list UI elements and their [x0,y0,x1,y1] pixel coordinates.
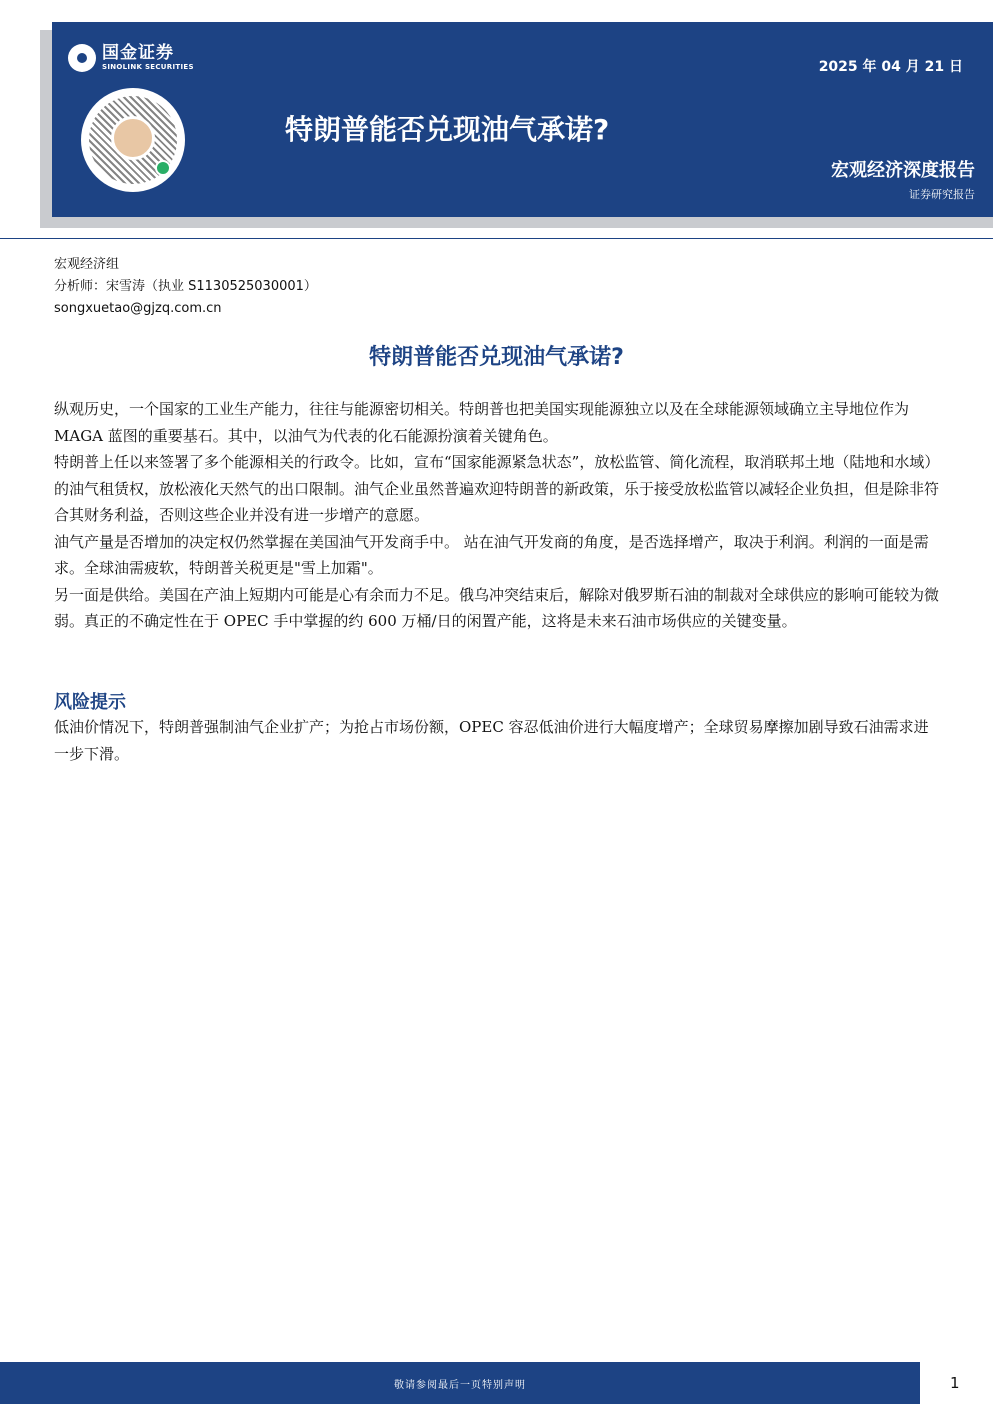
paragraph: 油气产量是否增加的决定权仍然掌握在美国油气开发商手中。 站在油气开发商的角度，是否选择增产，取决于利润。利润的一面是需求。全球油需疲软，特朗普关税更是"雪上加霜"。 [54,532,929,577]
page-number: 1 [950,1374,960,1392]
mini-program-qr-code [81,88,185,192]
brand-logo [68,44,194,72]
brand-name-en: SINOLINK SECURITIES [102,63,194,71]
document-title: 特朗普能否兑现油气承诺? [369,345,624,370]
risk-heading: 风险提示 [54,692,126,713]
disclaimer-note: 敬请参阅最后一页特别声明 [394,1380,526,1391]
report-type: 宏观经济深度报告 [831,160,975,181]
paragraph: 纵观历史，一个国家的工业生产能力，往往与能源密切相关。特朗普也把美国实现能源独立以及在全球能源领域确立主导地位作为 MAGA 蓝图的重要基石。其中，以油气为代表的化石能源扮演着关键角色。 [54,400,910,445]
mini-program-icon [155,160,171,176]
paragraph: 另一面是供给。美国在产油上短期内可能是心有余而力不足。俄乌冲突结束后，解除对俄罗斯石油的制裁对全球供应的影响可能较为微弱。真正的不确定性在于 OPEC 手中掌握的约 600 万桶/日的闲置产能，这将是未来石油市场供应的关键变量。 [54,585,940,630]
qr-center-logo [111,116,155,160]
banner-title: 特朗普能否兑现油气承诺? [285,113,610,146]
analyst-email[interactable]: songxuetao@gjzq.com.cn [54,301,222,316]
analyst-name: 分析师：宋雪涛（执业 S1130525030001） [54,279,317,294]
paragraph: 特朗普上任以来签署了多个能源相关的行政令。比如，宣布“国家能源紧急状态”，放松监管、简化流程，取消联邦土地（陆地和水域）的油气租赁权，放松液化天然气的出口限制。油气企业虽然普遍欢迎特朗普的新政策，乐于接受放松监管以减轻企业负担，但是除非符合其财务利益，否则这些企业并没有进一步增产的意愿。 [54,453,940,524]
report-subtype: 证券研究报告 [909,188,975,201]
risk-text: 低油价情况下，特朗普强制油气企业扩产；为抢占市场份额，OPEC 容忍低油价进行大幅度增产；全球贸易摩擦加剧导致石油需求进一步下滑。 [54,718,929,763]
analyst-info [54,254,317,320]
header-divider [0,238,993,239]
report-date: 2025 年 04 月 21 日 [818,59,963,75]
brand-name-cn: 国金证券 [102,43,174,63]
sinolink-logo-icon [68,44,96,72]
summary-body [54,396,942,635]
research-group: 宏观经济组 [54,257,120,272]
